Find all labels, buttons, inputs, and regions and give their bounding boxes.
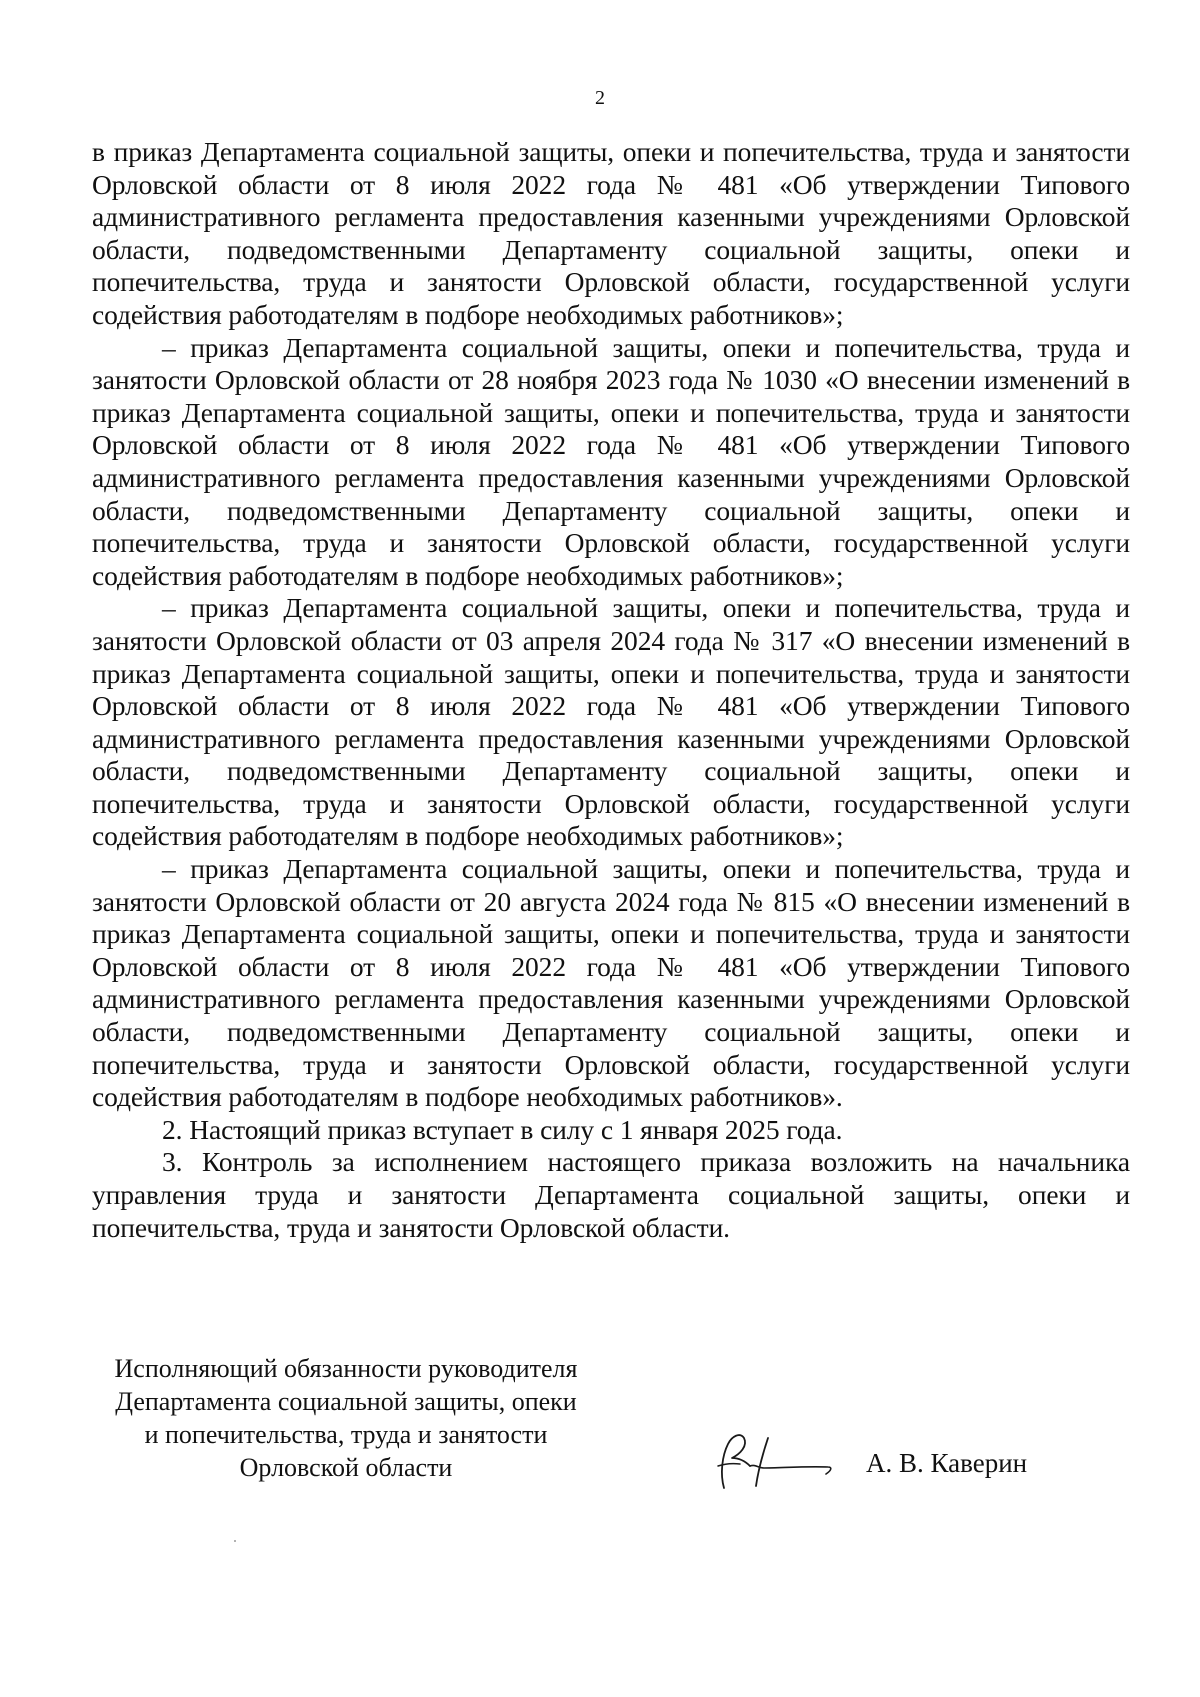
paragraph-4: – приказ Департамента социальной защиты, опеки и попечительства, труда и занятости Орловской области от 20 августа 2024 года № 815 «О внесении изменений в приказ Департамента социальной защиты, опеки и попечительства, труда и занятости Орловской области от 8 июля 2022 года № 481 «Об утверждении Типового административного регламента предоставления казенными учреждениями Орловской области, подведомственными Департаменту социальной защиты, опеки и попечительства, труда и занятости Орловской области, государственной услуги содействия работодателям в подборе необходимых работников». <box>92 853 1130 1113</box>
document-body <box>92 136 1130 1244</box>
paragraph-5: 2. Настоящий приказ вступает в силу с 1 января 2025 года. <box>162 1113 843 1145</box>
paragraph-6: 3. Контроль за исполнением настоящего приказа возложить на начальника управления труда и занятости Департамента социальной защиты, опеки и попечительства, труда и занятости Орловской области. <box>92 1146 1130 1243</box>
signatory-title-line-3: и попечительства, труда и занятости <box>144 1420 548 1449</box>
signatory-title-line-2: Департамента социальной защиты, опеки <box>115 1387 577 1416</box>
signatory-title-line-4: Орловской области <box>239 1453 453 1482</box>
paragraph-3: – приказ Департамента социальной защиты, опеки и попечительства, труда и занятости Орловской области от 03 апреля 2024 года № 317 «О внесении изменений в приказ Департамента социальной защиты, опеки и попечительства, труда и занятости Орловской области от 8 июля 2022 года № 481 «Об утверждении Типового административного регламента предоставления казенными учреждениями Орловской области, подведомственными Департаменту социальной защиты, опеки и попечительства, труда и занятости Орловской области, государственной услуги содействия работодателям в подборе необходимых работников»; <box>92 592 1130 852</box>
scan-speck <box>234 1540 236 1542</box>
signer-name: А. В. Каверин <box>866 1448 1028 1478</box>
page-number: 2 <box>595 87 605 109</box>
paragraph-1: в приказ Департамента социальной защиты, опеки и попечительства, труда и занятости Орловской области от 8 июля 2022 года № 481 «Об утверждении Типового административного регламента предоставления казенными учреждениями Орловской области, подведомственными Департаменту социальной защиты, опеки и попечительства, труда и занятости Орловской области, государственной услуги содействия работодателям в подборе необходимых работников»; <box>92 136 1130 330</box>
signatory-title <box>96 1352 596 1484</box>
handwritten-signature <box>710 1428 840 1494</box>
signatory-title-line-1: Исполняющий обязанности руководителя <box>114 1354 578 1383</box>
paragraph-2: – приказ Департамента социальной защиты, опеки и попечительства, труда и занятости Орловской области от 28 ноября 2023 года № 1030 «О внесении изменений в приказ Департамента социальной защиты, опеки и попечительства, труда и занятости Орловской области от 8 июля 2022 года № 481 «Об утверждении Типового административного регламента предоставления казенными учреждениями Орловской области, подведомственными Департаменту социальной защиты, опеки и попечительства, труда и занятости Орловской области, государственной услуги содействия работодателям в подборе необходимых работников»; <box>92 331 1130 591</box>
